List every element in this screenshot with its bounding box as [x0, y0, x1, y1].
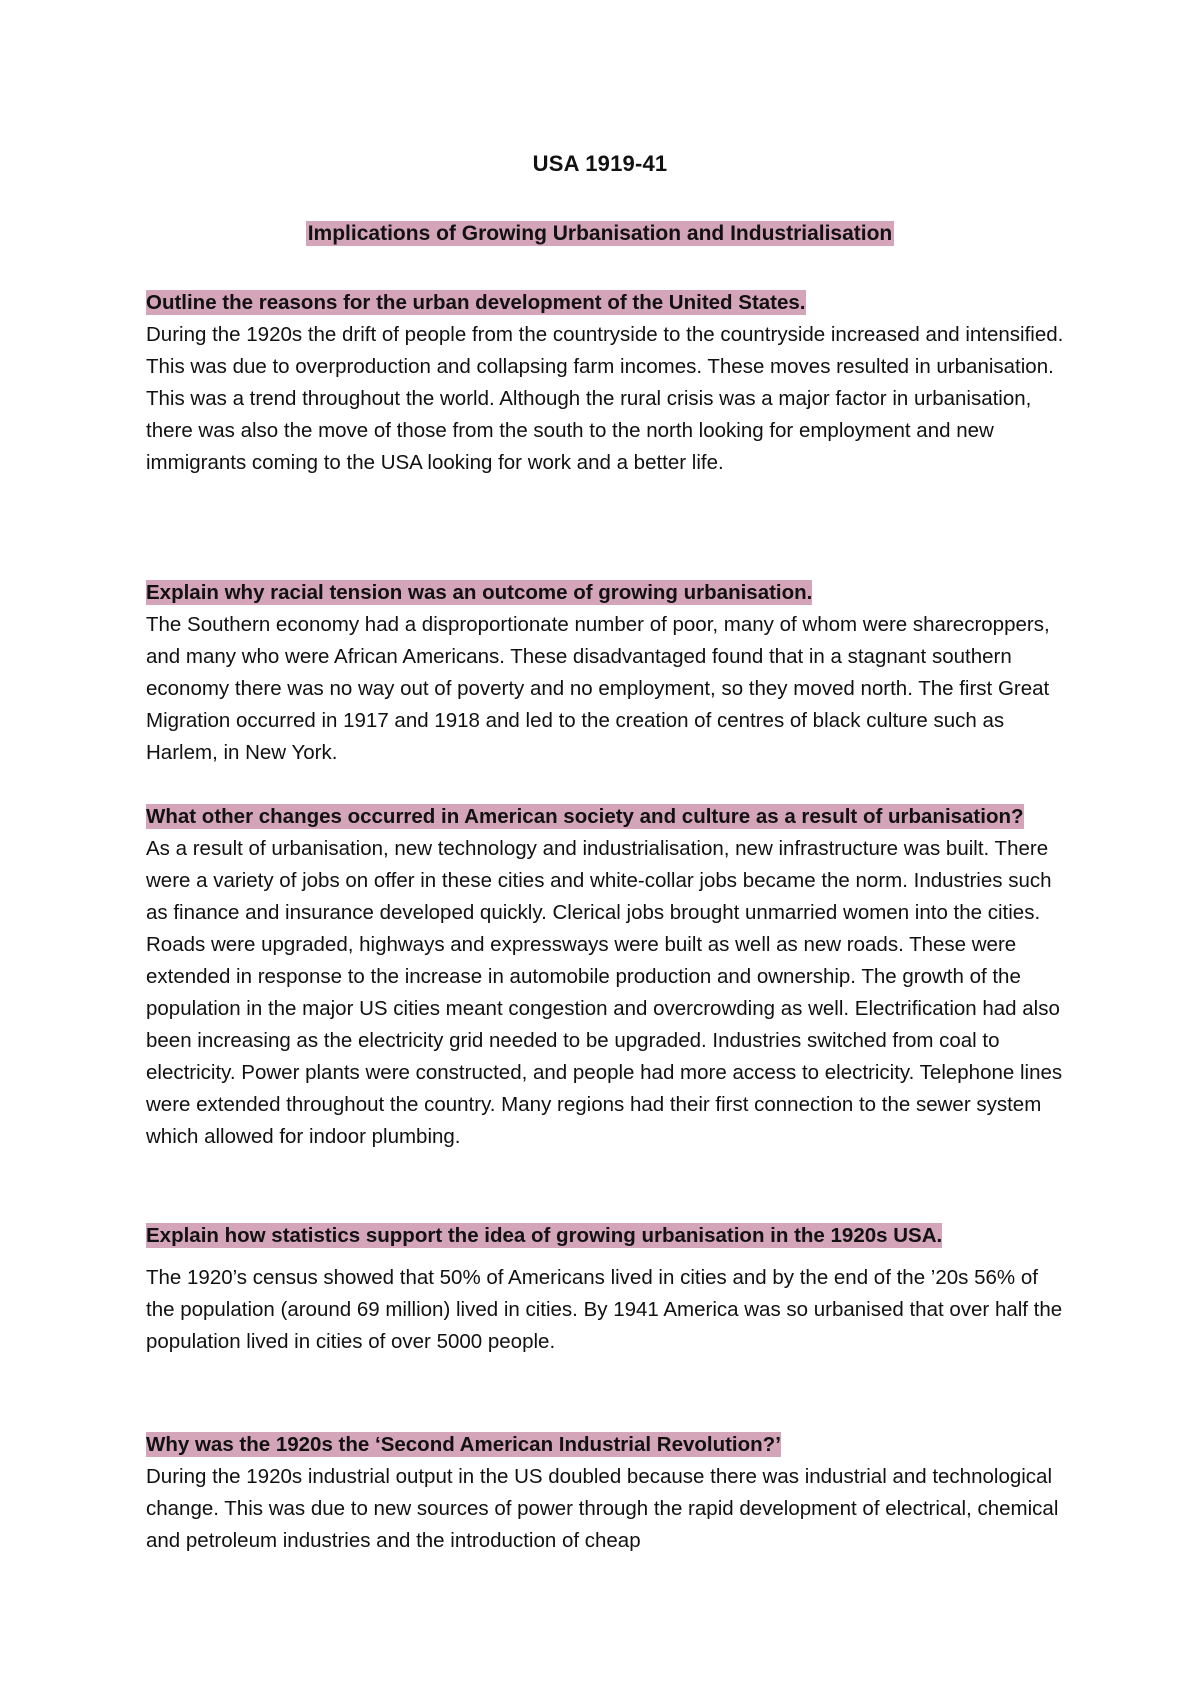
section-answer: The 1920’s census showed that 50% of Americans lived in cities and by the end of the ’20s 56% of the population (around 69 million) lived in cities. By 1941 America was so urbanised that over half the population lived in cities of over 5000 people. — [146, 1266, 1063, 1353]
section-urban-development — [146, 287, 1066, 479]
section-answer: During the 1920s the drift of people from the countryside to the countryside increased and intensified. This was due to overproduction and collapsing farm incomes. These moves resulted in urbanisation. This was a trend throughout the world. Although the rural crisis was a major factor in urbanisation, there was also the move of those from the south to the north looking for employment and new immigrants coming to the USA looking for work and a better life. — [146, 323, 1064, 474]
section-answer: During the 1920s industrial output in the US doubled because there was industrial and technological change. This was due to new sources of power through the rapid development of electrical, chemical and petroleum industries and the introduction of cheap — [146, 1465, 1059, 1552]
document-subtitle: Implications of Growing Urbanisation and Industrialisation — [307, 222, 893, 245]
document-title: USA 1919-41 — [532, 151, 668, 176]
section-question: What other changes occurred in American society and culture as a result of urbanisation? — [146, 805, 1024, 828]
section-second-industrial-revolution — [146, 1429, 1066, 1557]
section-question: Explain how statistics support the idea of growing urbanisation in the 1920s USA. — [146, 1224, 943, 1247]
section-answer: The Southern economy had a disproportionate number of poor, many of whom were sharecroppers, and many who were African Americans. These disadvantaged found that in a stagnant southern economy there was no way out of poverty and no employment, so they moved north. The first Great Migration occurred in 1917 and 1918 and led to the creation of centres of black culture such as Harlem, in New York. — [146, 613, 1050, 764]
section-answer: As a result of urbanisation, new technology and industrialisation, new infrastructure was built. There were a variety of jobs on offer in these cities and white-collar jobs became the norm. Industries such as finance and insurance developed quickly. Clerical jobs brought unmarried women into the cities. Roads were upgraded, highways and expressways were built as well as new roads. These were extended in response to the increase in automobile production and ownership. The growth of the population in the major US cities meant congestion and overcrowding as well. Electrification had also been increasing as the electricity grid needed to be upgraded. Industries switched from coal to electricity. Power plants were constructed, and people had more access to electricity. Telephone lines were extended throughout the country. Many regions had their first connection to the sewer system which allowed for indoor plumbing. — [146, 837, 1063, 1148]
section-society-culture-changes — [146, 801, 1066, 1153]
section-statistics — [146, 1220, 1066, 1358]
section-question: Why was the 1920s the ‘Second American Industrial Revolution?’ — [146, 1433, 781, 1456]
section-racial-tension — [146, 577, 1066, 769]
document-subtitle-wrap — [0, 220, 1200, 248]
section-question: Explain why racial tension was an outcome of growing urbanisation. — [146, 581, 813, 604]
section-question: Outline the reasons for the urban development of the United States. — [146, 291, 806, 314]
